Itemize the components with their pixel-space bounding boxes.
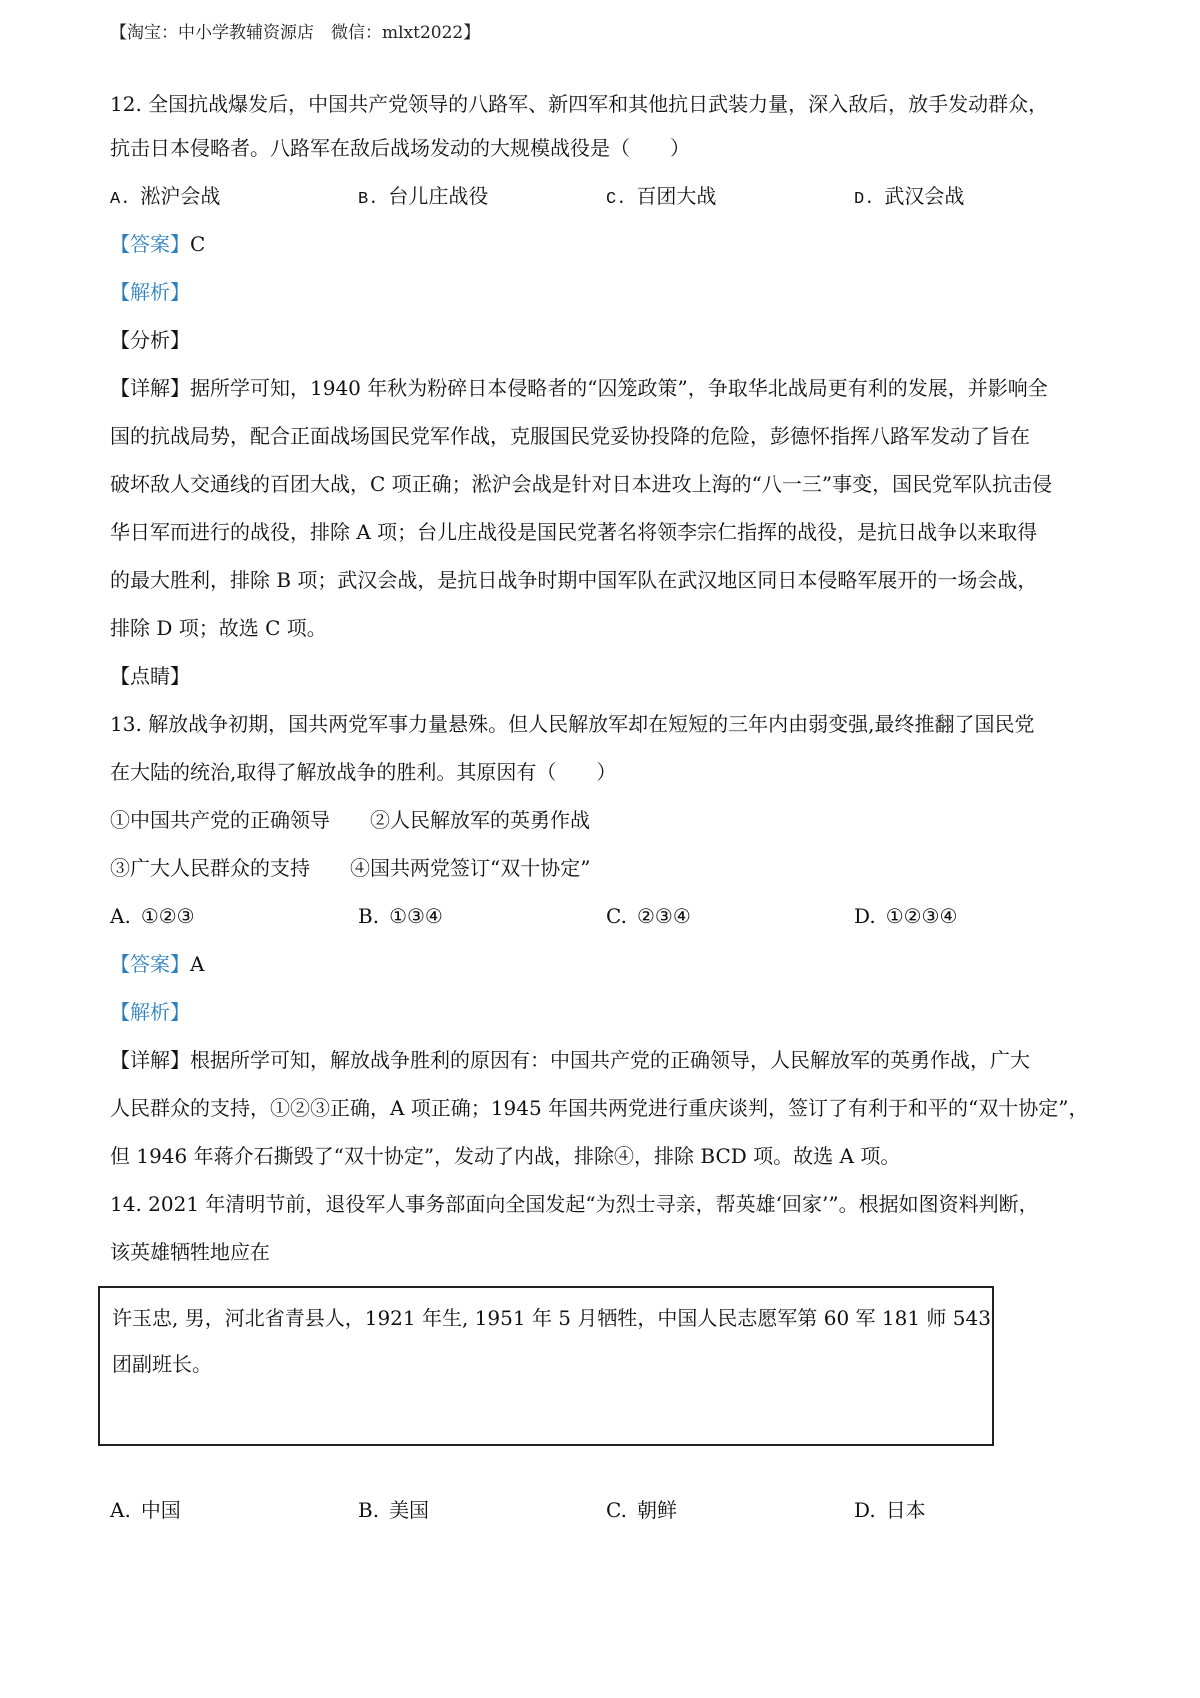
option-text: 美国 — [389, 1498, 430, 1522]
option-letter: D. — [854, 1498, 876, 1522]
q12-answer — [110, 230, 205, 258]
q14-option-c — [606, 1496, 677, 1524]
option-letter: D. — [854, 190, 875, 209]
option-letter: A. — [110, 1498, 131, 1522]
option-text: ①③④ — [389, 904, 443, 928]
q12-fenxi-tag: 【分析】 — [110, 328, 190, 352]
option-text: 台儿庄战役 — [388, 184, 489, 208]
detail-text: 据所学可知，1940 年秋为粉碎日本侵略者的“囚笼政策”，争取华北战局更有利的发展，并影响全 — [190, 376, 1048, 400]
option-text: 朝鲜 — [636, 1498, 677, 1522]
option-text: 中国 — [140, 1498, 181, 1522]
option-letter: A. — [110, 190, 131, 209]
q12-analysis-tag: 【解析】 — [110, 280, 190, 304]
q13-option-d — [854, 902, 957, 930]
q13-detail-line-2: 人民群众的支持，①②③正确，A 项正确；1945 年国共两党进行重庆谈判，签订了有利于和平的“双十协定”， — [110, 1096, 1089, 1120]
option-text: 淞沪会战 — [140, 184, 221, 208]
q14-option-b — [358, 1496, 429, 1524]
q12-stem-line-1: 12. 全国抗战爆发后，中国共产党领导的八路军、新四军和其他抗日武装力量，深入敌后，放手发动群众， — [110, 92, 1049, 116]
q12-option-c — [606, 182, 716, 214]
detail-text: 根据所学可知，解放战争胜利的原因有：中国共产党的正确领导，人民解放军的英勇作战，广大 — [190, 1048, 1030, 1072]
option-letter: A. — [110, 904, 131, 928]
answer-tag: 【答案】 — [110, 232, 190, 256]
option-text: ①②③ — [140, 904, 195, 928]
q12-detail-line-1 — [110, 374, 1048, 402]
q12-option-a — [110, 182, 220, 214]
q13-answer — [110, 950, 204, 978]
option-text: ②③④ — [636, 904, 691, 928]
q13-stem-line-1: 13. 解放战争初期，国共两党军事力量悬殊。但人民解放军却在短短的三年内由弱变强,最终推翻了国民党 — [110, 712, 1035, 736]
q14-option-d — [854, 1496, 926, 1524]
answer-value: A — [190, 952, 205, 976]
q14-box-line-2: 团副班长。 — [112, 1352, 212, 1376]
q12-option-d — [854, 182, 964, 214]
q12-detail-line-2: 国的抗战局势，配合正面战场国民党军作战，克服国民党妥协投降的危险，彭德怀指挥八路军发动了旨在 — [110, 424, 1030, 448]
detail-tag: 【详解】 — [110, 376, 190, 400]
q13-option-a — [110, 902, 195, 930]
q13-detail-line-1 — [110, 1046, 1030, 1074]
q13-analysis-tag: 【解析】 — [110, 1000, 190, 1024]
q13-stem-line-2: 在大陆的统治,取得了解放战争的胜利。其原因有（ ） — [110, 760, 617, 784]
option-text: ①②③④ — [885, 904, 958, 928]
q14-material-box — [98, 1286, 994, 1446]
q12-detail-line-6: 排除 D 项；故选 C 项。 — [110, 616, 327, 640]
option-text: 百团大战 — [636, 184, 717, 208]
q13-detail-line-3: 但 1946 年蒋介石撕毁了“双十协定”，发动了内战，排除④，排除 BCD 项。故选 A 项。 — [110, 1144, 901, 1168]
q12-detail-line-4: 华日军而进行的战役，排除 A 项；台儿庄战役是国民党著名将领李宗仁指挥的战役，是抗日战争以来取得 — [110, 520, 1038, 544]
page-header: 【淘宝：中小学教辅资源店 微信：mlxt2022】 — [110, 23, 481, 43]
q13-option-c — [606, 902, 691, 930]
option-letter: B. — [358, 1498, 380, 1522]
q13-items-line-1: ①中国共产党的正确领导 ②人民解放军的英勇作战 — [110, 808, 590, 832]
option-letter: C. — [606, 190, 627, 209]
detail-tag: 【详解】 — [110, 1048, 190, 1072]
option-letter: B. — [358, 904, 380, 928]
option-letter: B. — [358, 190, 379, 209]
q12-detail-line-3: 破坏敌人交通线的百团大战，C 项正确；淞沪会战是针对日本进攻上海的“八一三”事变，国民党军队抗击侵 — [110, 472, 1053, 496]
option-letter: D. — [854, 904, 876, 928]
q12-detail-line-5: 的最大胜利，排除 B 项；武汉会战，是抗日战争时期中国军队在武汉地区同日本侵略军展开的一场会战， — [110, 568, 1038, 592]
q12-option-b — [358, 182, 488, 214]
option-letter: C. — [606, 1498, 627, 1522]
answer-value: C — [190, 232, 206, 256]
option-text: 武汉会战 — [884, 184, 965, 208]
q12-dianjing-tag: 【点睛】 — [110, 664, 190, 688]
answer-tag: 【答案】 — [110, 952, 190, 976]
q13-option-b — [358, 902, 443, 930]
q12-stem-line-2: 抗击日本侵略者。八路军在敌后战场发动的大规模战役是（ ） — [110, 136, 690, 160]
q14-box-line-1: 许玉忠, 男，河北省青县人，1921 年生, 1951 年 5 月牺牲，中国人民志愿军第 60 军 181 师 543 — [112, 1306, 991, 1330]
q14-stem-line-2: 该英雄牺牲地应在 — [110, 1240, 270, 1264]
q14-option-a — [110, 1496, 181, 1524]
q14-stem-line-1: 14. 2021 年清明节前，退役军人事务部面向全国发起“为烈士寻亲，帮英雄‘回家’”。根据如图资料判断， — [110, 1192, 1039, 1216]
option-text: 日本 — [885, 1498, 926, 1522]
q13-items-line-2: ③广大人民群众的支持 ④国共两党签订“双十协定” — [110, 856, 591, 880]
option-letter: C. — [606, 904, 627, 928]
